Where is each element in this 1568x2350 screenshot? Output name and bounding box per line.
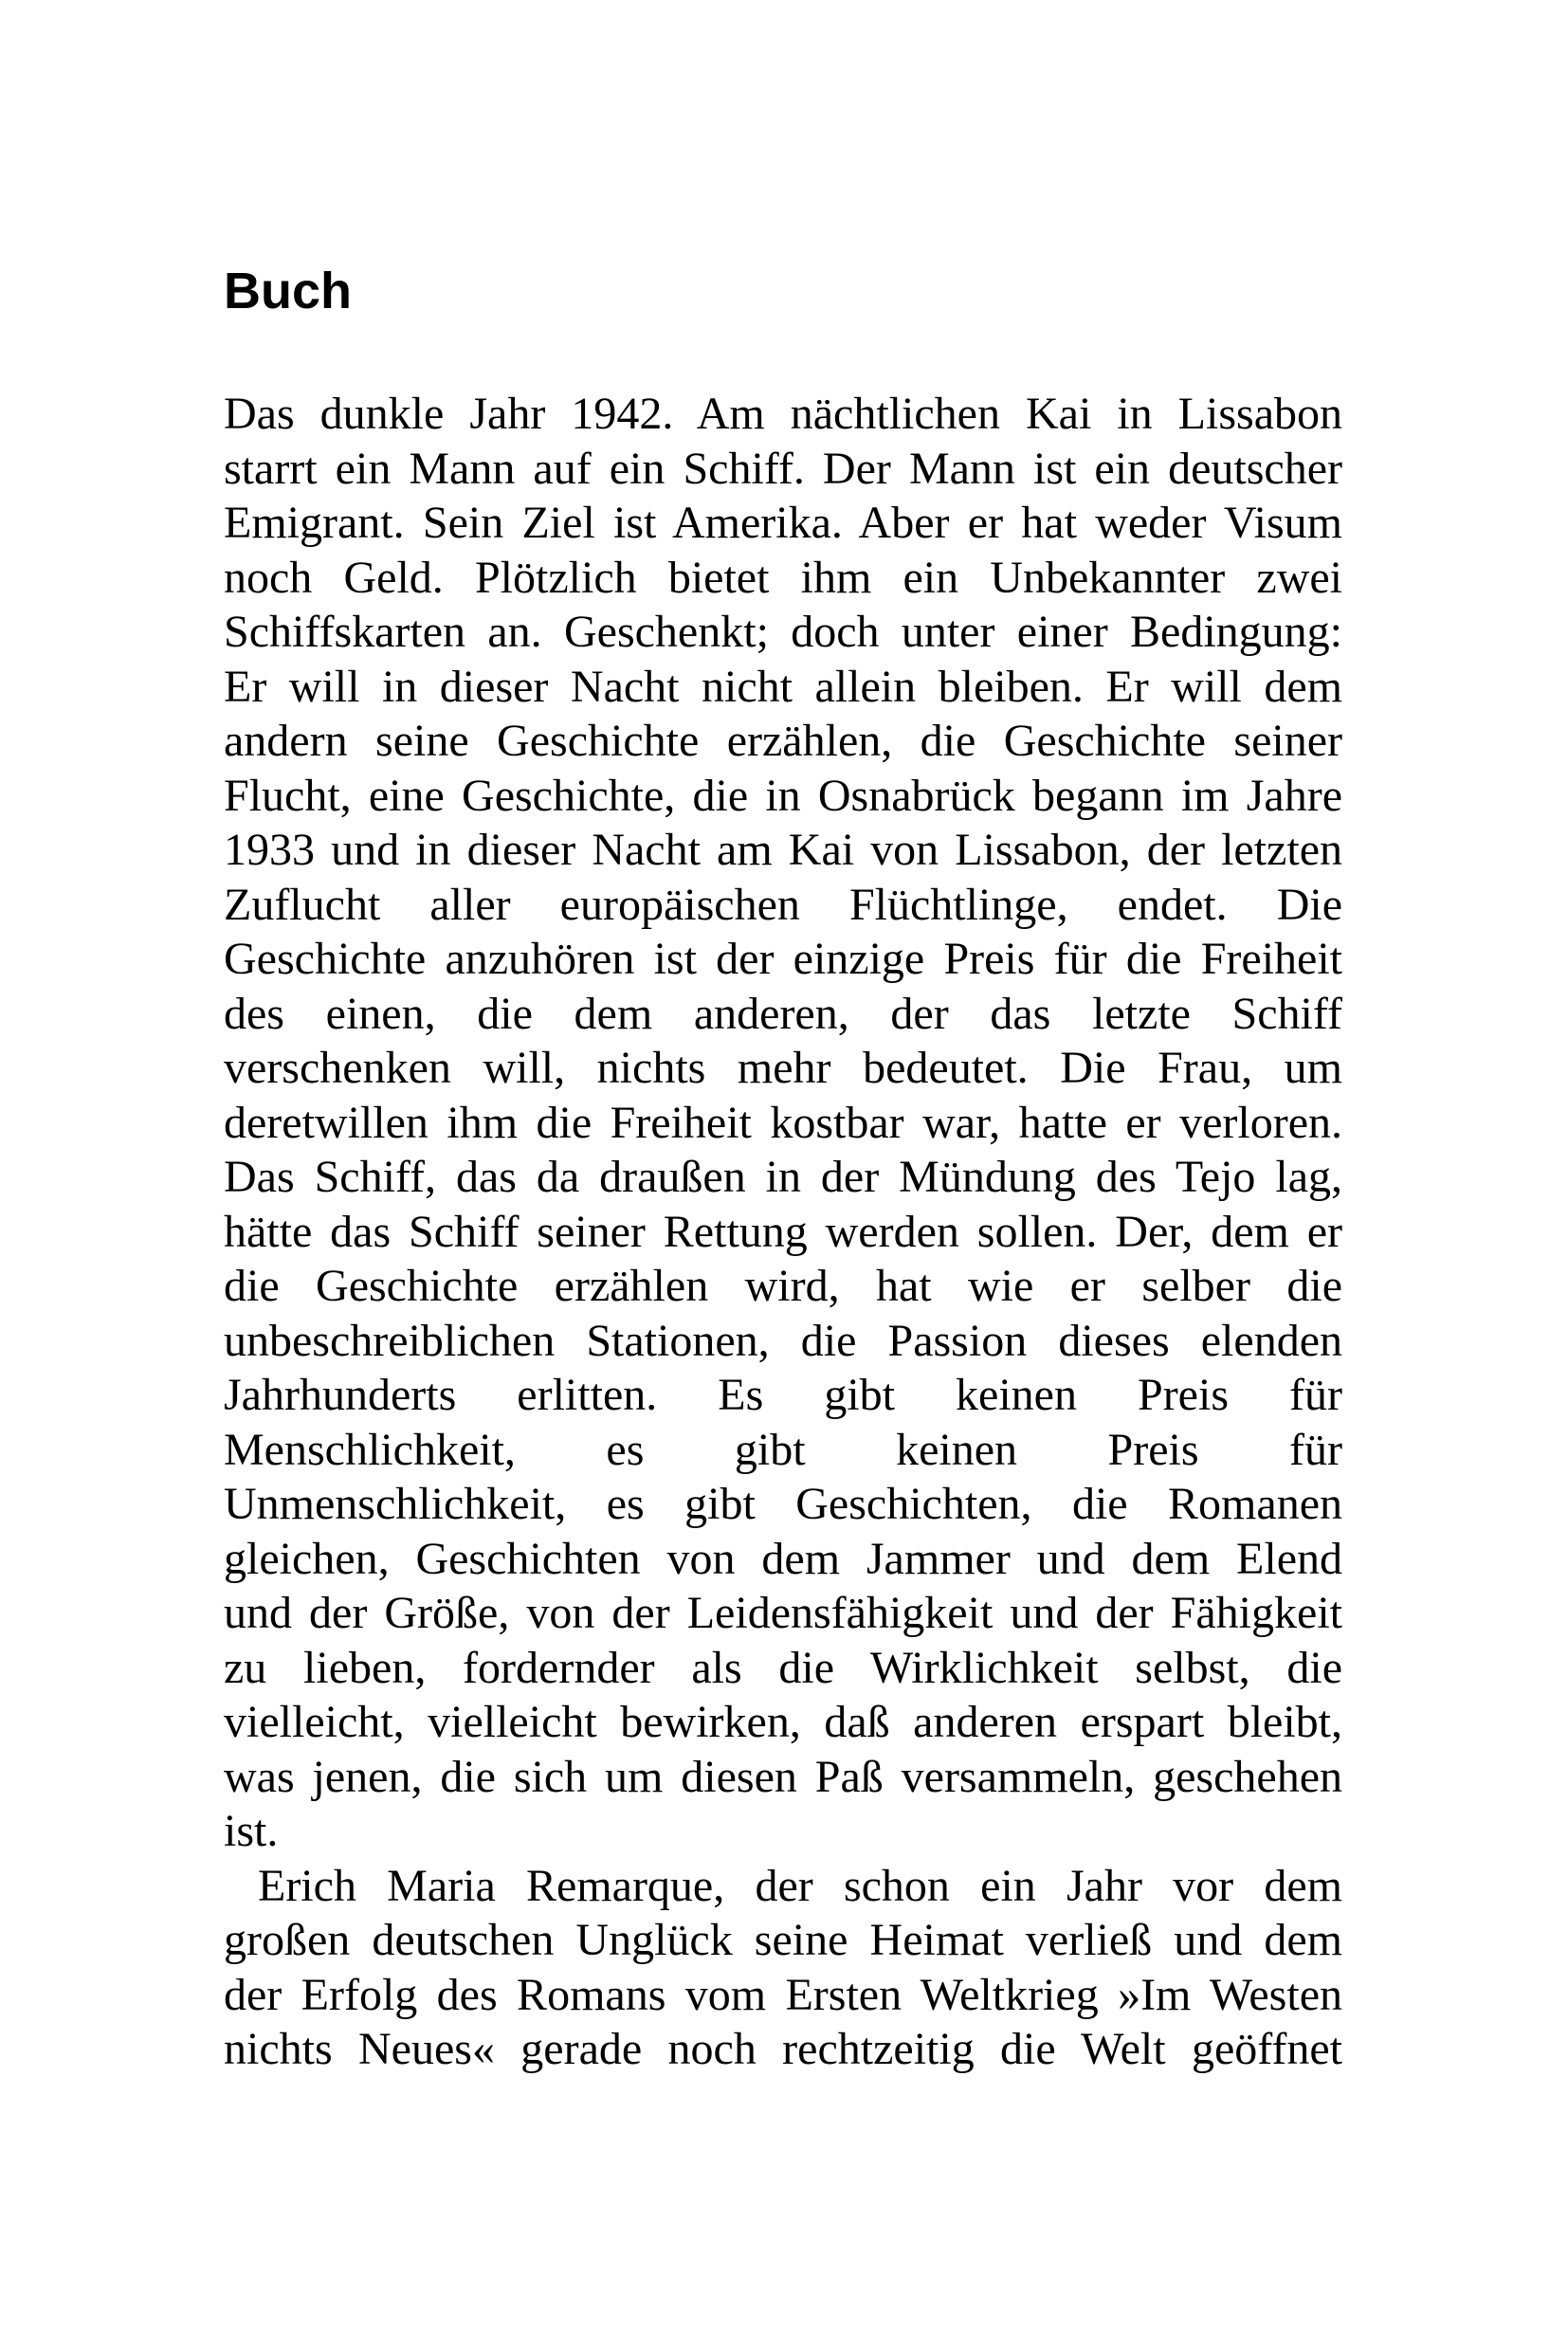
text-line: Das Schiff, das da draußen in der Mündung des Tejo lag, xyxy=(224,1152,1342,1202)
text-line: des einen, die dem anderen, der das letzte Schiff xyxy=(224,988,1342,1039)
text-line: noch Geld. Plötzlich bietet ihm ein Unbekannter zwei xyxy=(224,552,1342,603)
text-line: was jenen, die sich um diesen Paß versammeln, geschehen xyxy=(224,1751,1342,1802)
text-line: und der Größe, von der Leidensfähigkeit und der Fähigkeit xyxy=(224,1588,1342,1638)
text-line: Flucht, eine Geschichte, die in Osnabrück begann im Jahre xyxy=(224,770,1342,821)
paragraph xyxy=(224,387,1342,1859)
text-line: deretwillen ihm die Freiheit kostbar war, hatte er verloren. xyxy=(224,1097,1342,1148)
text-line: gleichen, Geschichten von dem Jammer und dem Elend xyxy=(224,1533,1342,1584)
text-line: großen deutschen Unglück seine Heimat verließ und dem xyxy=(224,1915,1342,1965)
text-line: unbeschreiblichen Stationen, die Passion dieses elenden xyxy=(224,1315,1342,1366)
text-line: Schiffskarten an. Geschenkt; doch unter einer Bedingung: xyxy=(224,607,1342,657)
text-line: Geschichte anzuhören ist der einzige Preis für die Freiheit xyxy=(224,934,1342,984)
text-line: 1933 und in dieser Nacht am Kai von Lissabon, der letzten xyxy=(224,825,1342,875)
text-line: Er will in dieser Nacht nicht allein bleiben. Er will dem xyxy=(224,661,1342,712)
text-line: nichts Neues« gerade noch rechtzeitig die Welt geöffnet xyxy=(224,2024,1342,2074)
text-line: Emigrant. Sein Ziel ist Amerika. Aber er hat weder Visum xyxy=(224,498,1342,548)
text-line: die Geschichte erzählen wird, hat wie er selber die xyxy=(224,1261,1342,1311)
text-line: Zuflucht aller europäischen Flüchtlinge, endet. Die xyxy=(224,879,1342,930)
text-line: hätte das Schiff seiner Rettung werden sollen. Der, dem er xyxy=(224,1206,1342,1257)
text-line: Erich Maria Remarque, der schon ein Jahr vor dem xyxy=(258,1860,1342,1911)
text-line: ist. xyxy=(224,1806,279,1856)
section-heading: Buch xyxy=(224,263,352,319)
paragraph xyxy=(224,1859,1342,2077)
text-line: Menschlichkeit, es gibt keinen Preis für xyxy=(224,1424,1342,1475)
text-line: starrt ein Mann auf ein Schiff. Der Mann ist ein deutscher xyxy=(224,443,1342,494)
text-line: andern seine Geschichte erzählen, die Geschichte seiner xyxy=(224,716,1342,766)
text-line: der Erfolg des Romans vom Ersten Weltkrieg »Im Westen xyxy=(224,1969,1342,2020)
text-line: Jahrhunderts erlitten. Es gibt keinen Preis für xyxy=(224,1370,1342,1420)
text-line: Das dunkle Jahr 1942. Am nächtlichen Kai in Lissabon xyxy=(224,389,1342,439)
text-line: vielleicht, vielleicht bewirken, daß anderen erspart bleibt, xyxy=(224,1697,1342,1747)
text-line: zu lieben, fordernder als die Wirklichkeit selbst, die xyxy=(224,1642,1342,1693)
text-line: Unmenschlichkeit, es gibt Geschichten, die Romanen xyxy=(224,1479,1342,1529)
blurb-text xyxy=(224,387,1342,2077)
text-line: verschenken will, nichts mehr bedeutet. Die Frau, um xyxy=(224,1043,1342,1093)
